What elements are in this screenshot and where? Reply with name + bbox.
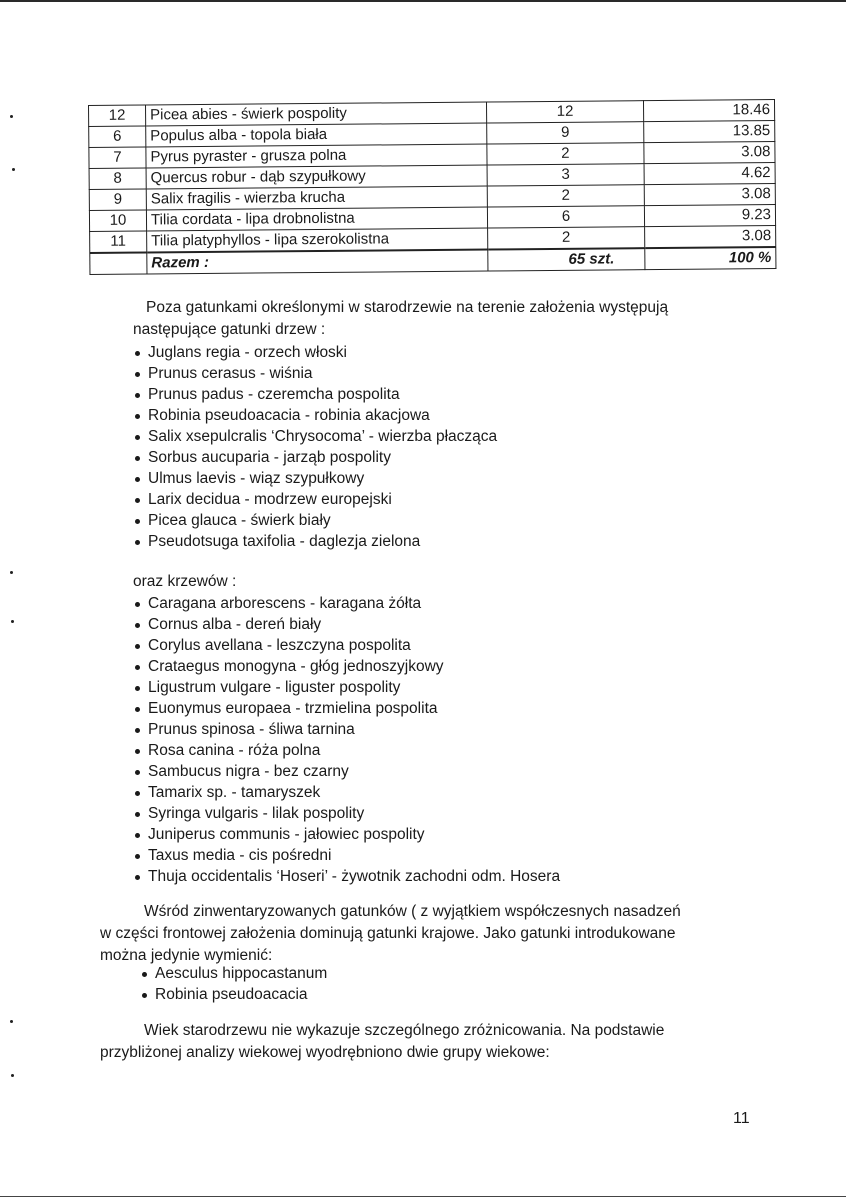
list-item: Prunus cerasus - wiśnia bbox=[133, 363, 497, 384]
list-item: Picea glauca - świerk biały bbox=[133, 510, 497, 531]
scan-speck bbox=[10, 115, 13, 118]
list-item: Sorbus aucuparia - jarząb pospolity bbox=[133, 447, 497, 468]
row-number: 12 bbox=[89, 105, 146, 126]
scan-speck bbox=[10, 571, 13, 574]
species-name: Quercus robur - dąb szypułkowy bbox=[146, 165, 487, 189]
list-item: Euonymus europaea - trzmielina pospolita bbox=[133, 698, 560, 719]
list-item: Prunus spinosa - śliwa tarnina bbox=[133, 719, 560, 740]
trees-intro-line-1: Poza gatunkami określonymi w starodrzewie na terenie założenia występują bbox=[146, 299, 669, 316]
scan-speck bbox=[11, 1074, 14, 1077]
species-percent: 4.62 bbox=[644, 163, 775, 185]
row-number: 8 bbox=[89, 168, 146, 189]
species-name: Picea abies - świerk pospolity bbox=[146, 102, 487, 126]
row-number: 7 bbox=[89, 147, 146, 168]
row-number: 6 bbox=[89, 126, 146, 147]
paragraph-line: przybliżonej analizy wiekowej wyodrębniono dwie grupy wiekowe: bbox=[100, 1044, 550, 1061]
paragraph-line: Wiek starodrzewu nie wykazuje szczególnego zróżnicowania. Na podstawie bbox=[144, 1022, 665, 1039]
total-empty-cell bbox=[90, 252, 147, 274]
shrubs-intro: oraz krzewów : bbox=[133, 573, 237, 590]
species-percent: 3.08 bbox=[644, 184, 775, 206]
list-item: Syringa vulgaris - lilak pospolity bbox=[133, 803, 560, 824]
scan-speck bbox=[10, 1020, 13, 1023]
list-item: Salix xsepulcralis ‘Chrysocoma’ - wierzba płacząca bbox=[133, 426, 497, 447]
species-percent: 13.85 bbox=[644, 121, 775, 143]
paragraph-line: Wśród zinwentaryzowanych gatunków ( z wyjątkiem współczesnych nasadzeń bbox=[144, 903, 681, 920]
list-item: Aesculus hippocastanum bbox=[140, 963, 327, 984]
species-percent: 18.46 bbox=[643, 100, 774, 122]
row-number: 10 bbox=[89, 210, 146, 231]
list-item: Juglans regia - orzech włoski bbox=[133, 342, 497, 363]
species-count: 3 bbox=[487, 164, 644, 186]
species-count: 9 bbox=[487, 122, 644, 144]
list-item: Taxus media - cis pośredni bbox=[133, 845, 560, 866]
species-percent: 3.08 bbox=[645, 226, 776, 249]
age-paragraph bbox=[100, 1020, 664, 1064]
bottom-edge-line bbox=[0, 1196, 846, 1197]
list-item: Caragana arborescens - karagana żółta bbox=[133, 593, 560, 614]
row-number: 9 bbox=[89, 189, 146, 210]
trees-list bbox=[133, 342, 497, 552]
scan-speck bbox=[11, 620, 14, 623]
species-count: 2 bbox=[487, 143, 644, 165]
list-item: Sambucus nigra - bez czarny bbox=[133, 761, 560, 782]
total-percent: 100 % bbox=[645, 247, 776, 270]
total-label: Razem : bbox=[147, 250, 488, 274]
list-item: Corylus avellana - leszczyna pospolita bbox=[133, 635, 560, 656]
species-count: 6 bbox=[487, 206, 644, 228]
native-species-paragraph bbox=[100, 901, 681, 967]
trees-intro-line-2: następujące gatunki drzew : bbox=[133, 321, 326, 338]
species-name: Populus alba - topola biała bbox=[146, 123, 487, 147]
total-count: 65 szt. bbox=[488, 248, 645, 271]
list-item: Juniperus communis - jałowiec pospolity bbox=[133, 824, 560, 845]
paragraph-line: można jedynie wymienić: bbox=[100, 947, 273, 964]
shrubs-list bbox=[133, 593, 560, 887]
list-item: Larix decidua - modrzew europejski bbox=[133, 489, 497, 510]
scan-speck bbox=[12, 168, 15, 171]
species-name: Tilia cordata - lipa drobnolistna bbox=[146, 207, 487, 231]
list-item: Rosa canina - róża polna bbox=[133, 740, 560, 761]
top-edge-line bbox=[0, 0, 846, 2]
species-name: Tilia platyphyllos - lipa szerokolistna bbox=[147, 228, 488, 252]
trees-intro bbox=[133, 297, 668, 341]
list-item: Tamarix sp. - tamaryszek bbox=[133, 782, 560, 803]
species-count: 2 bbox=[487, 185, 644, 207]
species-count: 12 bbox=[486, 101, 643, 123]
paragraph-line: w części frontowej założenia dominują gatunki krajowe. Jako gatunki introdukowane bbox=[100, 925, 676, 942]
list-item: Ligustrum vulgare - liguster pospolity bbox=[133, 677, 560, 698]
species-percent: 3.08 bbox=[644, 142, 775, 164]
introduced-species-list bbox=[140, 963, 327, 1005]
species-name: Pyrus pyraster - grusza polna bbox=[146, 144, 487, 168]
list-item: Robinia pseudoacacia - robinia akacjowa bbox=[133, 405, 497, 426]
list-item: Cornus alba - dereń biały bbox=[133, 614, 560, 635]
list-item: Thuja occidentalis ‘Hoseri’ - żywotnik zachodni odm. Hosera bbox=[133, 866, 560, 887]
species-table bbox=[88, 99, 776, 275]
species-name: Salix fragilis - wierzba krucha bbox=[146, 186, 487, 210]
list-item: Pseudotsuga taxifolia - daglezja zielona bbox=[133, 531, 497, 552]
list-item: Robinia pseudoacacia bbox=[140, 984, 327, 1005]
species-percent: 9.23 bbox=[644, 205, 775, 227]
row-number: 11 bbox=[90, 231, 147, 253]
page-number: 11 bbox=[733, 1110, 750, 1127]
list-item: Ulmus laevis - wiąz szypułkowy bbox=[133, 468, 497, 489]
list-item: Prunus padus - czeremcha pospolita bbox=[133, 384, 497, 405]
list-item: Crataegus monogyna - głóg jednoszyjkowy bbox=[133, 656, 560, 677]
species-count: 2 bbox=[488, 227, 645, 250]
table-total-row bbox=[90, 247, 776, 274]
